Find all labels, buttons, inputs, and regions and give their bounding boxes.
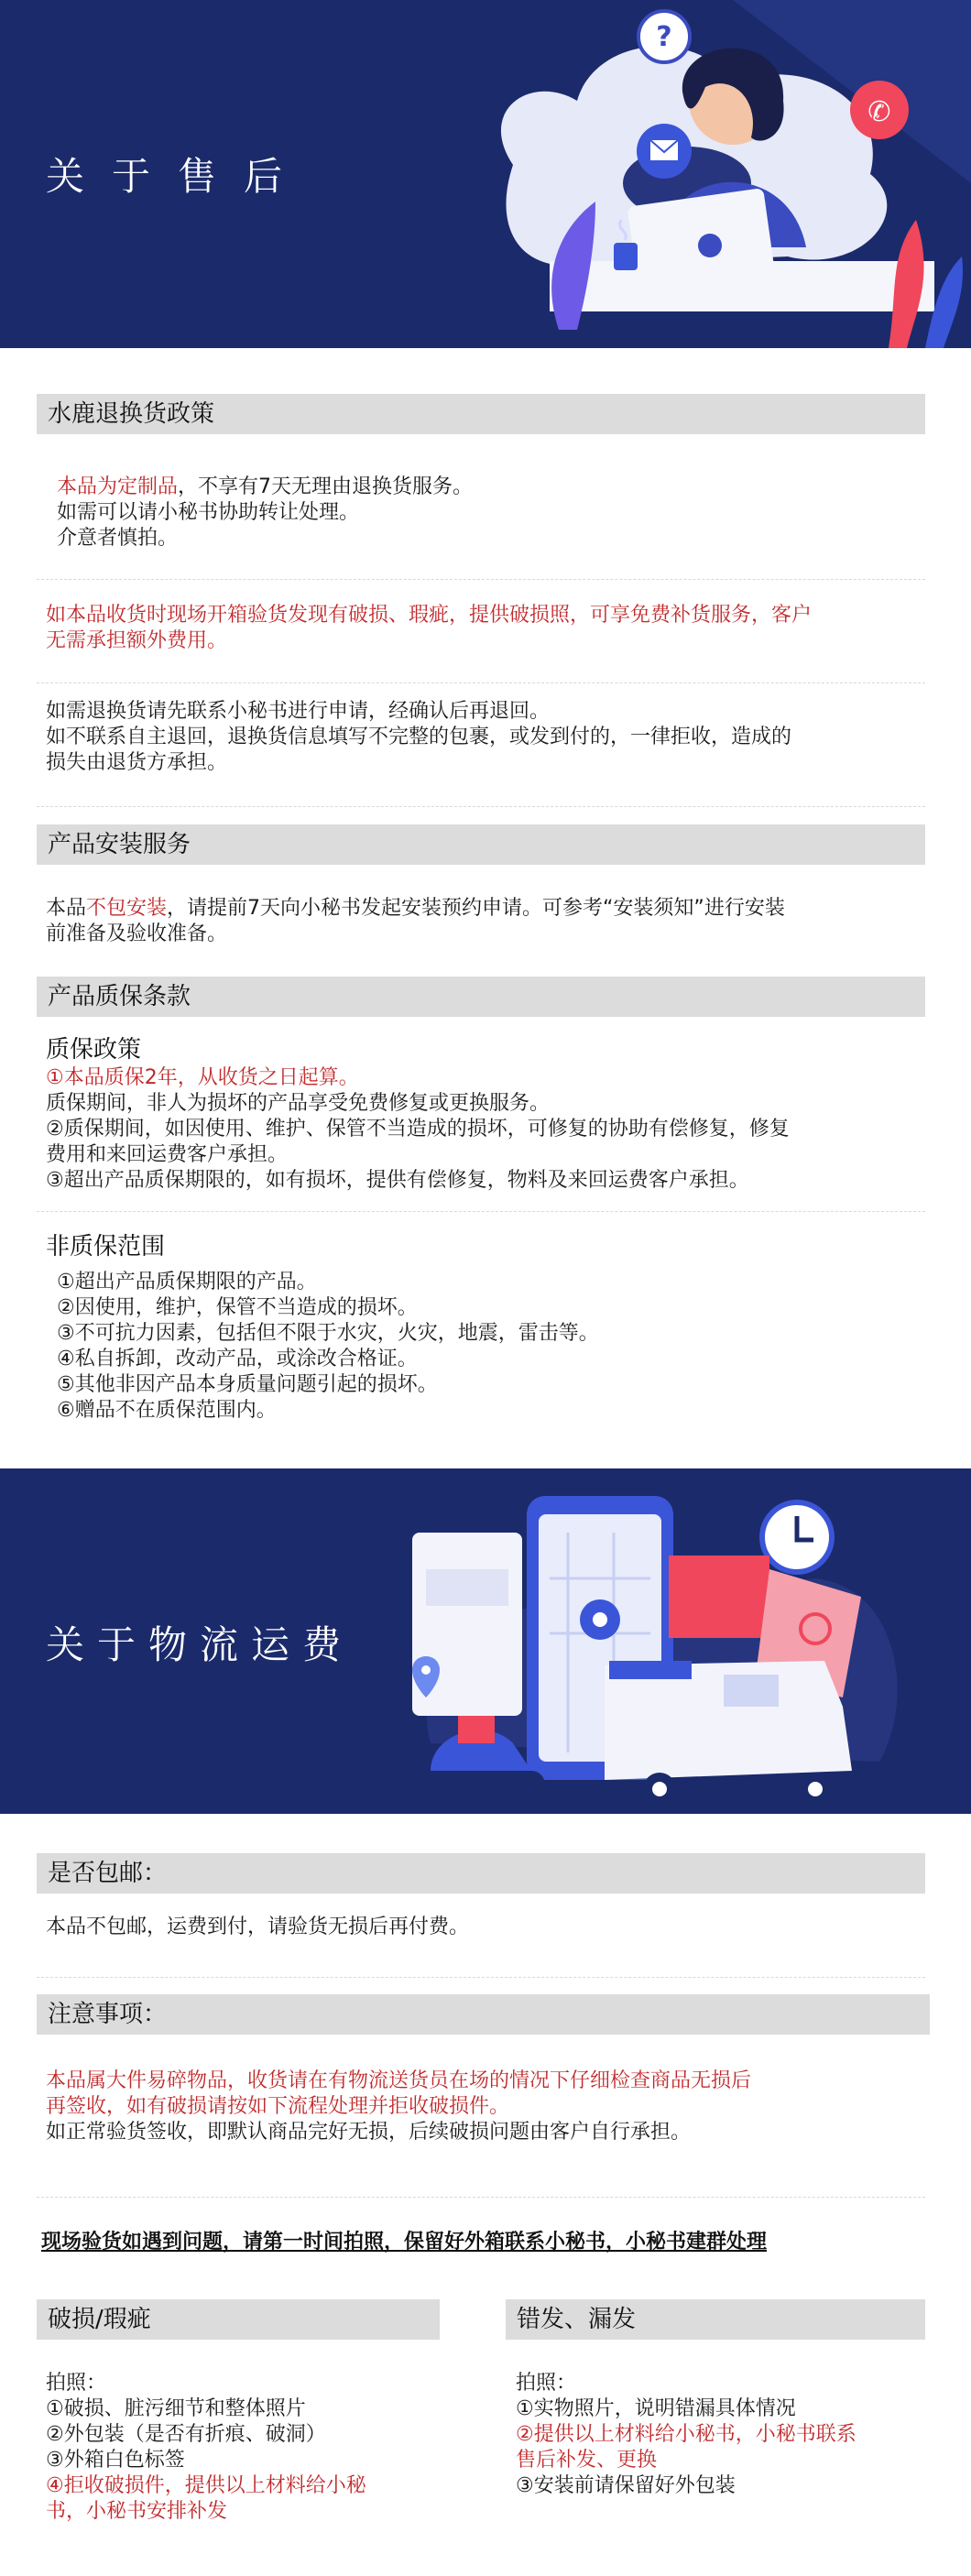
damage-item-4-line-2: 书，小秘书安排补发 [46, 2500, 228, 2523]
return-process-note [46, 699, 925, 776]
missing-photo-label: 拍照： [516, 2372, 577, 2395]
delivery-illustration [385, 1468, 934, 1814]
notice-line-2: 再签收，如有破损请按如下流程处理并拒收破损件。 [46, 2095, 510, 2118]
installation-note [46, 896, 925, 947]
logistics-banner-title: 关于物流运费 [46, 1622, 355, 1667]
caution-note: 介意者慎拍。 [57, 527, 179, 550]
non-warranty-list [57, 1270, 599, 1424]
divider-3 [37, 806, 925, 807]
after-sales-banner-title: 关于售后 [46, 154, 311, 199]
non-warranty-item-2: ②因使用，维护，保管不当造成的损坏。 [57, 1296, 418, 1319]
missing-item-2-line-1: ②提供以上材料给小秘书，小秘书联系 [516, 2423, 856, 2446]
warranty-line-3: ②质保期间，如因使用、维护、保管不当造成的损坏，可修复的协助有偿修复，修复 [46, 1118, 790, 1141]
damage-column-header: 破损/瑕疵 [37, 2299, 440, 2340]
warranty-policy-subtitle: 质保政策 [46, 1036, 142, 1064]
missing-item-3: ③安装前请保留好外包装 [516, 2474, 736, 2497]
return-process-line-2: 如不联系自主退回，退换货信息填写不完整的包裹，或发到付的，一律拒收，造成的 [46, 726, 792, 748]
installation-line-2: 前准备及验收准备。 [46, 922, 228, 945]
damage-item-4-line-1: ④拒收破损件，提供以上材料给小秘 [46, 2474, 366, 2497]
damage-replacement-line-1: 如本品收货时现场开箱验货发现有破损、瑕疵，提供破损照，可享免费补货服务，客户 [46, 604, 813, 627]
missing-item-2-line-2: 售后补发、更换 [516, 2449, 658, 2472]
divider-1 [37, 579, 925, 580]
inspection-tip: 现场验货如遇到问题，请第一时间拍照，保留好外箱联系小秘书，小秘书建群处理 [41, 2231, 768, 2254]
customized-product-text: 本品为定制品 [57, 475, 179, 498]
return-policy-header: 水鹿退换货政策 [37, 394, 925, 434]
customized-no-return-text: ，不享有7天无理由退换货服务。 [178, 475, 474, 498]
installation-rest: ，请提前7天向小秘书发起安装预约申请。可参考“安装须知”进行安装 [167, 897, 785, 920]
missing-item-1: ①实物照片，说明错漏具体情况 [516, 2397, 796, 2420]
svg-text:?: ? [656, 21, 672, 53]
installation-prefix: 本品 [46, 897, 87, 920]
divider-6 [37, 2197, 925, 2198]
damage-replacement-note [46, 603, 925, 654]
divider-2 [37, 682, 925, 683]
damage-item-1: ①破损、脏污细节和整体照片 [46, 2397, 306, 2420]
damage-replacement-line-2: 无需承担额外费用。 [46, 629, 228, 652]
non-warranty-subtitle: 非质保范围 [46, 1233, 166, 1261]
installation-line-1 [46, 896, 925, 922]
logistics-banner [0, 1468, 971, 1814]
non-warranty-item-6: ⑥赠品不在质保范围内。 [57, 1399, 277, 1422]
notice-line-3: 如正常验货签收，即默认商品完好无损，后续破损问题由客户自行承担。 [46, 2121, 692, 2144]
missing-column-header: 错发、漏发 [506, 2299, 925, 2340]
warranty-header: 产品质保条款 [37, 977, 925, 1017]
notice-line-1: 本品属大件易碎物品，收货请在有物流送货员在场的情况下仔细检查商品无损后 [46, 2069, 752, 2092]
missing-column-list [516, 2371, 919, 2499]
damage-item-2: ②外包装（是否有折痕、破洞） [46, 2423, 326, 2446]
customer-service-illustration [458, 0, 971, 348]
divider-5 [37, 1977, 925, 1978]
non-warranty-item-3: ③不可抗力因素，包括但不限于水灾，火灾，地震，雷击等。 [57, 1322, 599, 1345]
no-installation-text: 不包安装 [86, 897, 168, 920]
damage-column-list [46, 2371, 431, 2525]
warranty-line-4: 费用和来回运费客户承担。 [46, 1143, 289, 1166]
non-warranty-item-1: ①超出产品质保期限的产品。 [57, 1271, 317, 1293]
warranty-policy-list [46, 1065, 925, 1194]
non-warranty-item-4: ④私自拆卸，改动产品，或涂改合格证。 [57, 1348, 418, 1370]
warranty-line-2: 质保期间，非人为损坏的产品享受免费修复或更换服务。 [46, 1092, 551, 1115]
damage-photo-label: 拍照： [46, 2372, 107, 2395]
svg-text:✆: ✆ [867, 96, 891, 128]
divider-4 [37, 1211, 925, 1212]
free-shipping-header: 是否包邮： [37, 1853, 925, 1894]
shipping-note: 本品不包邮，运费到付，请验货无损后再付费。 [46, 1916, 470, 1938]
transfer-note: 如需可以请小秘书协助转让处理。 [57, 501, 360, 524]
customized-note [57, 475, 473, 500]
notice-header: 注意事项： [37, 1994, 930, 2035]
return-process-line-1: 如需退换货请先联系小秘书进行申请，经确认后再退回。 [46, 700, 551, 723]
after-sales-banner [0, 0, 971, 348]
return-process-line-3: 损失由退货方承担。 [46, 751, 228, 774]
damage-item-3: ③外箱白色标签 [46, 2449, 185, 2472]
notice-text [46, 2068, 925, 2145]
installation-header: 产品安装服务 [37, 824, 925, 865]
non-warranty-item-5: ⑤其他非因产品本身质量问题引起的损坏。 [57, 1373, 438, 1396]
warranty-line-1: ①本品质保2年，从收货之日起算。 [46, 1066, 359, 1089]
warranty-line-5: ③超出产品质保期限的，如有损坏，提供有偿修复，物料及来回运费客户承担。 [46, 1169, 749, 1192]
